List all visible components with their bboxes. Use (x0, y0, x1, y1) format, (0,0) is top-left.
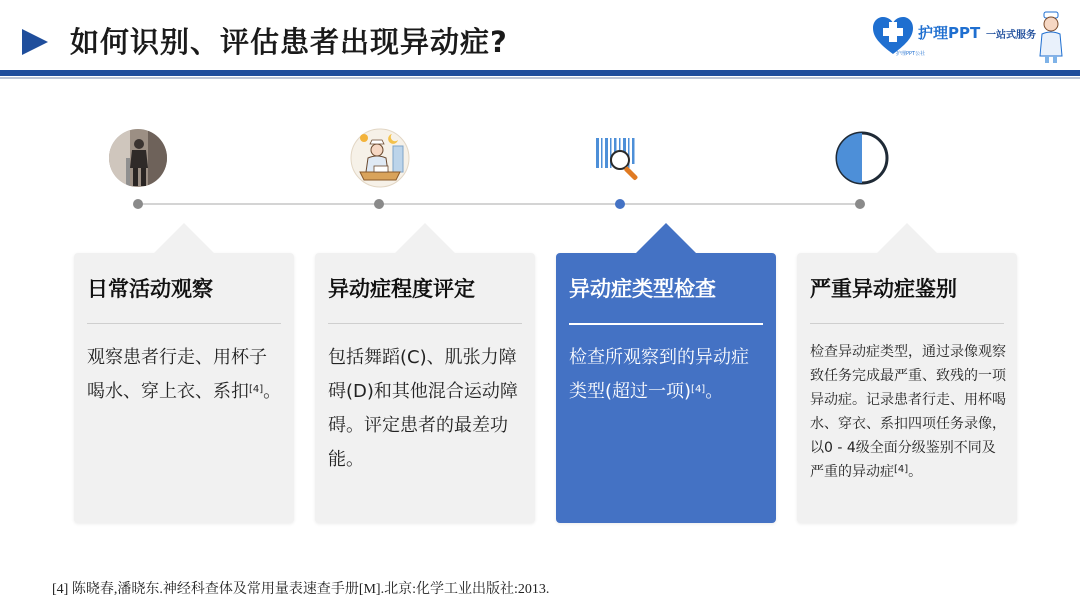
timeline-dot-4 (855, 199, 865, 209)
card-body-tail: 。 (705, 381, 724, 402)
card-body-text: 包括舞蹈(C)、肌张力障碍(D)和其他混合运动障碍。评定患者的最差功能。 (328, 347, 518, 470)
card-body-text: 检查异动症类型，通过录像观察致任务完成最严重、致残的一项异动症。记录患者行走、用杯喝水、穿衣、系扣四项任务录像，以0 - 4级全面分级鉴别不同及严重的异动症 (810, 344, 1006, 480)
nurse-figure-icon (1036, 10, 1066, 64)
card-title: 异动症类型检查 (569, 277, 716, 301)
card-body-text: 检查所观察到的异动症类型(超过一项) (569, 347, 749, 402)
card-title: 严重异动症鉴别 (810, 277, 957, 301)
reference-marker: [4] (894, 464, 909, 475)
timeline-dot-2 (374, 199, 384, 209)
card-divider (810, 323, 1004, 324)
timeline-dot-3 (615, 199, 625, 209)
walking-patient-photo-icon (108, 128, 168, 188)
logo-text: 护理PPT (918, 24, 981, 42)
step-card-4 (797, 253, 1017, 523)
reference-footnote: [4] 陈晓春,潘晓东.神经科查体及常用量表速查手册[M].北京:化学工业出版社:2013. (52, 582, 550, 597)
card-body (569, 341, 765, 409)
card-body (810, 340, 1006, 484)
card-pointer (154, 223, 214, 253)
card-pointer (877, 223, 937, 253)
timeline-dot-1 (133, 199, 143, 209)
card-body-tail: 。 (263, 381, 282, 402)
card-divider (328, 323, 522, 324)
step-card-1 (74, 253, 294, 523)
page-title: 如何识别、评估患者出现异动症? (70, 25, 508, 59)
title-arrow-icon (22, 29, 48, 55)
card-body (87, 341, 283, 409)
logo-slogan: 一站式服务 (986, 30, 1036, 41)
logo-tagline: 护理PPT公社 (896, 51, 926, 57)
barcode-magnifier-icon (590, 128, 650, 188)
card-body-tail: 。 (908, 464, 923, 480)
card-title: 异动症程度评定 (328, 277, 475, 301)
nurse-writing-icon (350, 128, 410, 188)
reference-marker: [4] (249, 384, 264, 395)
logo (872, 10, 1072, 64)
timeline-line (138, 203, 860, 205)
step-card-3-active (556, 253, 776, 523)
card-body (328, 341, 524, 477)
step-card-2 (315, 253, 535, 523)
header-rule-thin (0, 77, 1080, 79)
card-divider (87, 323, 281, 324)
card-title: 日常活动观察 (87, 277, 213, 301)
header-rule (0, 70, 1080, 76)
card-body-text: 观察患者行走、用杯子喝水、穿上衣、系扣 (87, 347, 267, 402)
card-pointer (636, 223, 696, 253)
card-pointer (395, 223, 455, 253)
half-circle-icon (832, 128, 892, 188)
reference-marker: [4] (691, 384, 706, 395)
card-divider (569, 323, 763, 325)
